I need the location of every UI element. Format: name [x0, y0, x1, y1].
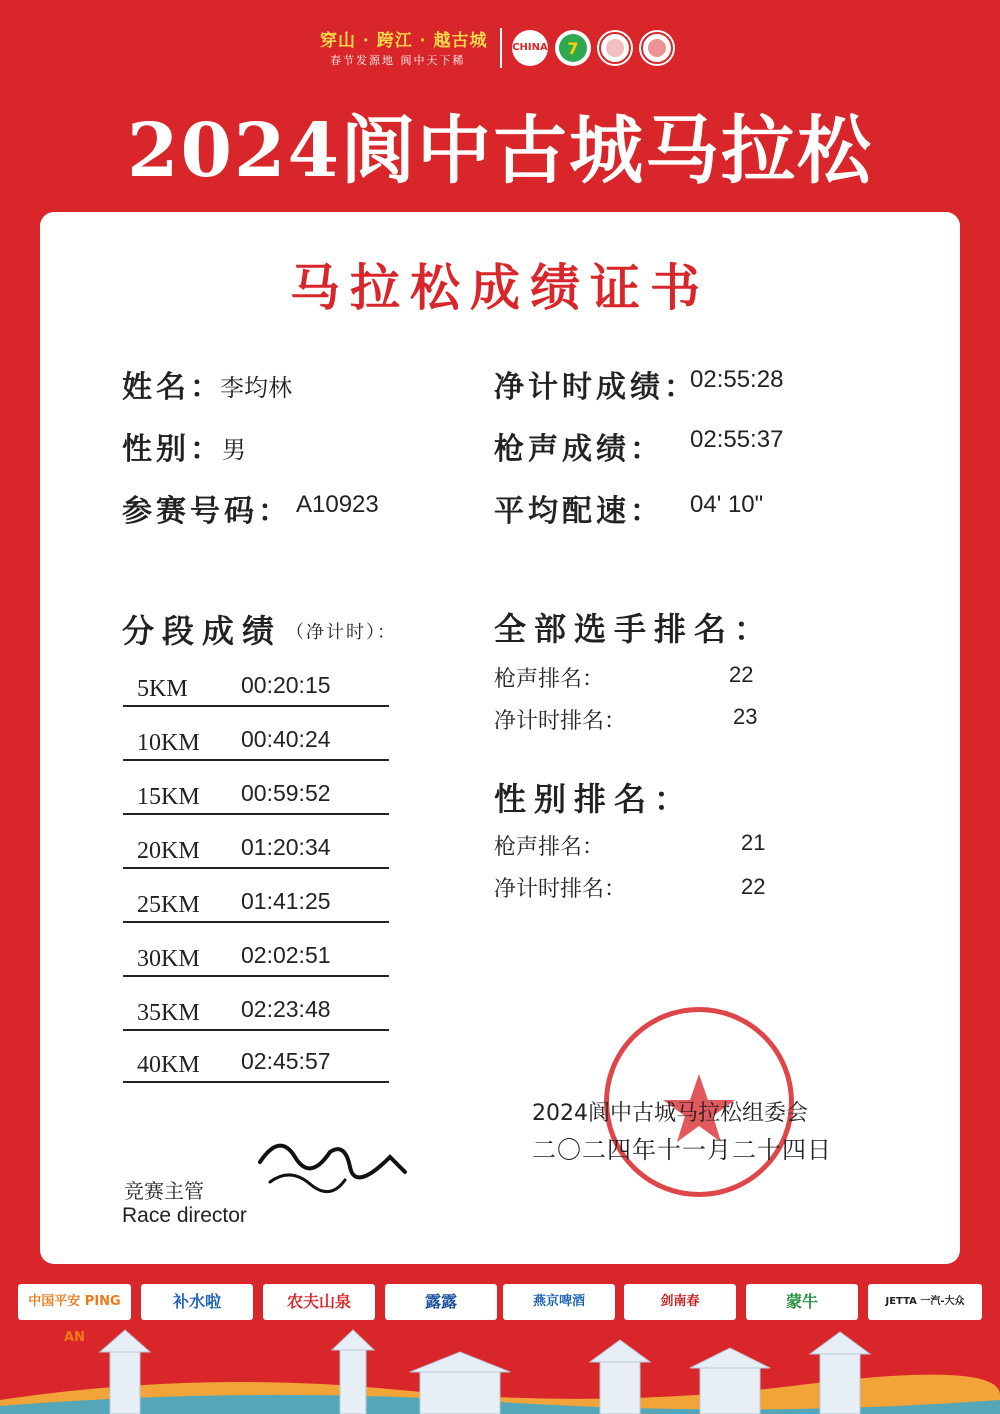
split-time: 02:02:51 — [241, 942, 331, 968]
overall-net-rank-label: 净计时排名： — [494, 709, 627, 734]
director-label-cn: 竞赛主管 — [124, 1179, 204, 1203]
sponsor-logo: 补水啦 — [141, 1284, 253, 1320]
split-row — [123, 759, 389, 815]
gender-gun-rank-label: 枪声排名： — [494, 835, 605, 860]
sponsor-logo: JETTA 一汽-大众 — [868, 1284, 982, 1320]
association-logo-icon — [639, 30, 675, 66]
header-slogan: 穿山 · 跨江 · 越古城 — [320, 31, 488, 51]
sponsor-logo: 剑南春 — [624, 1284, 736, 1320]
skyline-illustration — [0, 1330, 1000, 1414]
sponsor-logo: 燕京啤酒 — [503, 1284, 615, 1320]
svg-text:7: 7 — [567, 39, 579, 58]
overall-rank-title: 全部选手排名： — [494, 610, 775, 648]
signature-icon — [250, 1122, 410, 1202]
net-time-label: 净计时成绩： — [494, 370, 698, 405]
split-distance: 10KM — [137, 730, 200, 756]
split-distance: 25KM — [137, 892, 200, 918]
split-row — [123, 921, 389, 977]
split-distance: 5KM — [137, 676, 188, 702]
split-time: 00:20:15 — [241, 672, 331, 698]
event-title: 2024阆中古城马拉松 — [127, 108, 873, 194]
gender-gun-rank-value: 21 — [741, 830, 766, 855]
split-time: 00:40:24 — [241, 726, 331, 752]
splits-note: （净计时）： — [286, 622, 397, 643]
splits-title: 分段成绩 — [122, 612, 283, 650]
net-time-value: 02:55:28 — [690, 366, 784, 393]
split-distance: 35KM — [137, 1000, 200, 1026]
header-subslogan: 春节发源地 阆中天下稀 — [330, 54, 466, 67]
gender-net-rank-label: 净计时排名： — [494, 877, 627, 902]
sponsor-logo: 农夫山泉 — [263, 1284, 375, 1320]
bib-value: A10923 — [296, 491, 379, 518]
header-divider — [500, 28, 502, 68]
split-row — [123, 867, 389, 923]
split-row — [123, 1027, 389, 1083]
split-time: 00:59:52 — [241, 780, 331, 806]
bib-label: 参赛号码： — [122, 494, 292, 529]
organizer-name: 2024阆中古城马拉松组委会 — [532, 1101, 808, 1126]
split-row — [123, 813, 389, 869]
certificate-title: 马拉松成绩证书 — [290, 258, 710, 317]
gun-time-value: 02:55:37 — [690, 426, 784, 453]
name-label: 姓名： — [122, 370, 224, 405]
split-time: 01:20:34 — [241, 834, 331, 860]
seal-logo-icon — [597, 30, 633, 66]
china-marathon-logo-icon: CHINA — [512, 30, 548, 66]
split-distance: 20KM — [137, 838, 200, 864]
pace-value: 04' 10" — [690, 491, 764, 518]
gun-time-label: 枪声成绩： — [494, 432, 664, 467]
gender-net-rank-value: 22 — [741, 874, 766, 899]
split-distance: 40KM — [137, 1052, 200, 1078]
split-row — [123, 705, 389, 761]
gender-value: 男 — [222, 436, 246, 464]
split-time: 02:45:57 — [241, 1048, 331, 1074]
sponsor-logo: 露露 — [385, 1284, 497, 1320]
issue-date: 二〇二四年十一月二十四日 — [532, 1136, 832, 1164]
split-row — [123, 975, 389, 1031]
overall-gun-rank-value: 22 — [729, 662, 754, 687]
event-logo-icon — [555, 30, 591, 66]
split-distance: 30KM — [137, 946, 200, 972]
split-row — [123, 651, 389, 707]
split-time: 02:23:48 — [241, 996, 331, 1022]
gender-label: 性别： — [122, 432, 224, 467]
sponsor-logo: 中国平安 PING AN — [18, 1284, 131, 1320]
split-time: 01:41:25 — [241, 888, 331, 914]
overall-gun-rank-label: 枪声排名： — [494, 667, 605, 692]
name-value: 李均林 — [220, 374, 292, 402]
pace-label: 平均配速： — [494, 494, 664, 529]
overall-net-rank-value: 23 — [733, 704, 758, 729]
sponsor-logo: 蒙牛 — [746, 1284, 858, 1320]
split-distance: 15KM — [137, 784, 200, 810]
director-label-en: Race director — [122, 1204, 247, 1227]
gender-rank-title: 性别排名： — [494, 780, 695, 818]
